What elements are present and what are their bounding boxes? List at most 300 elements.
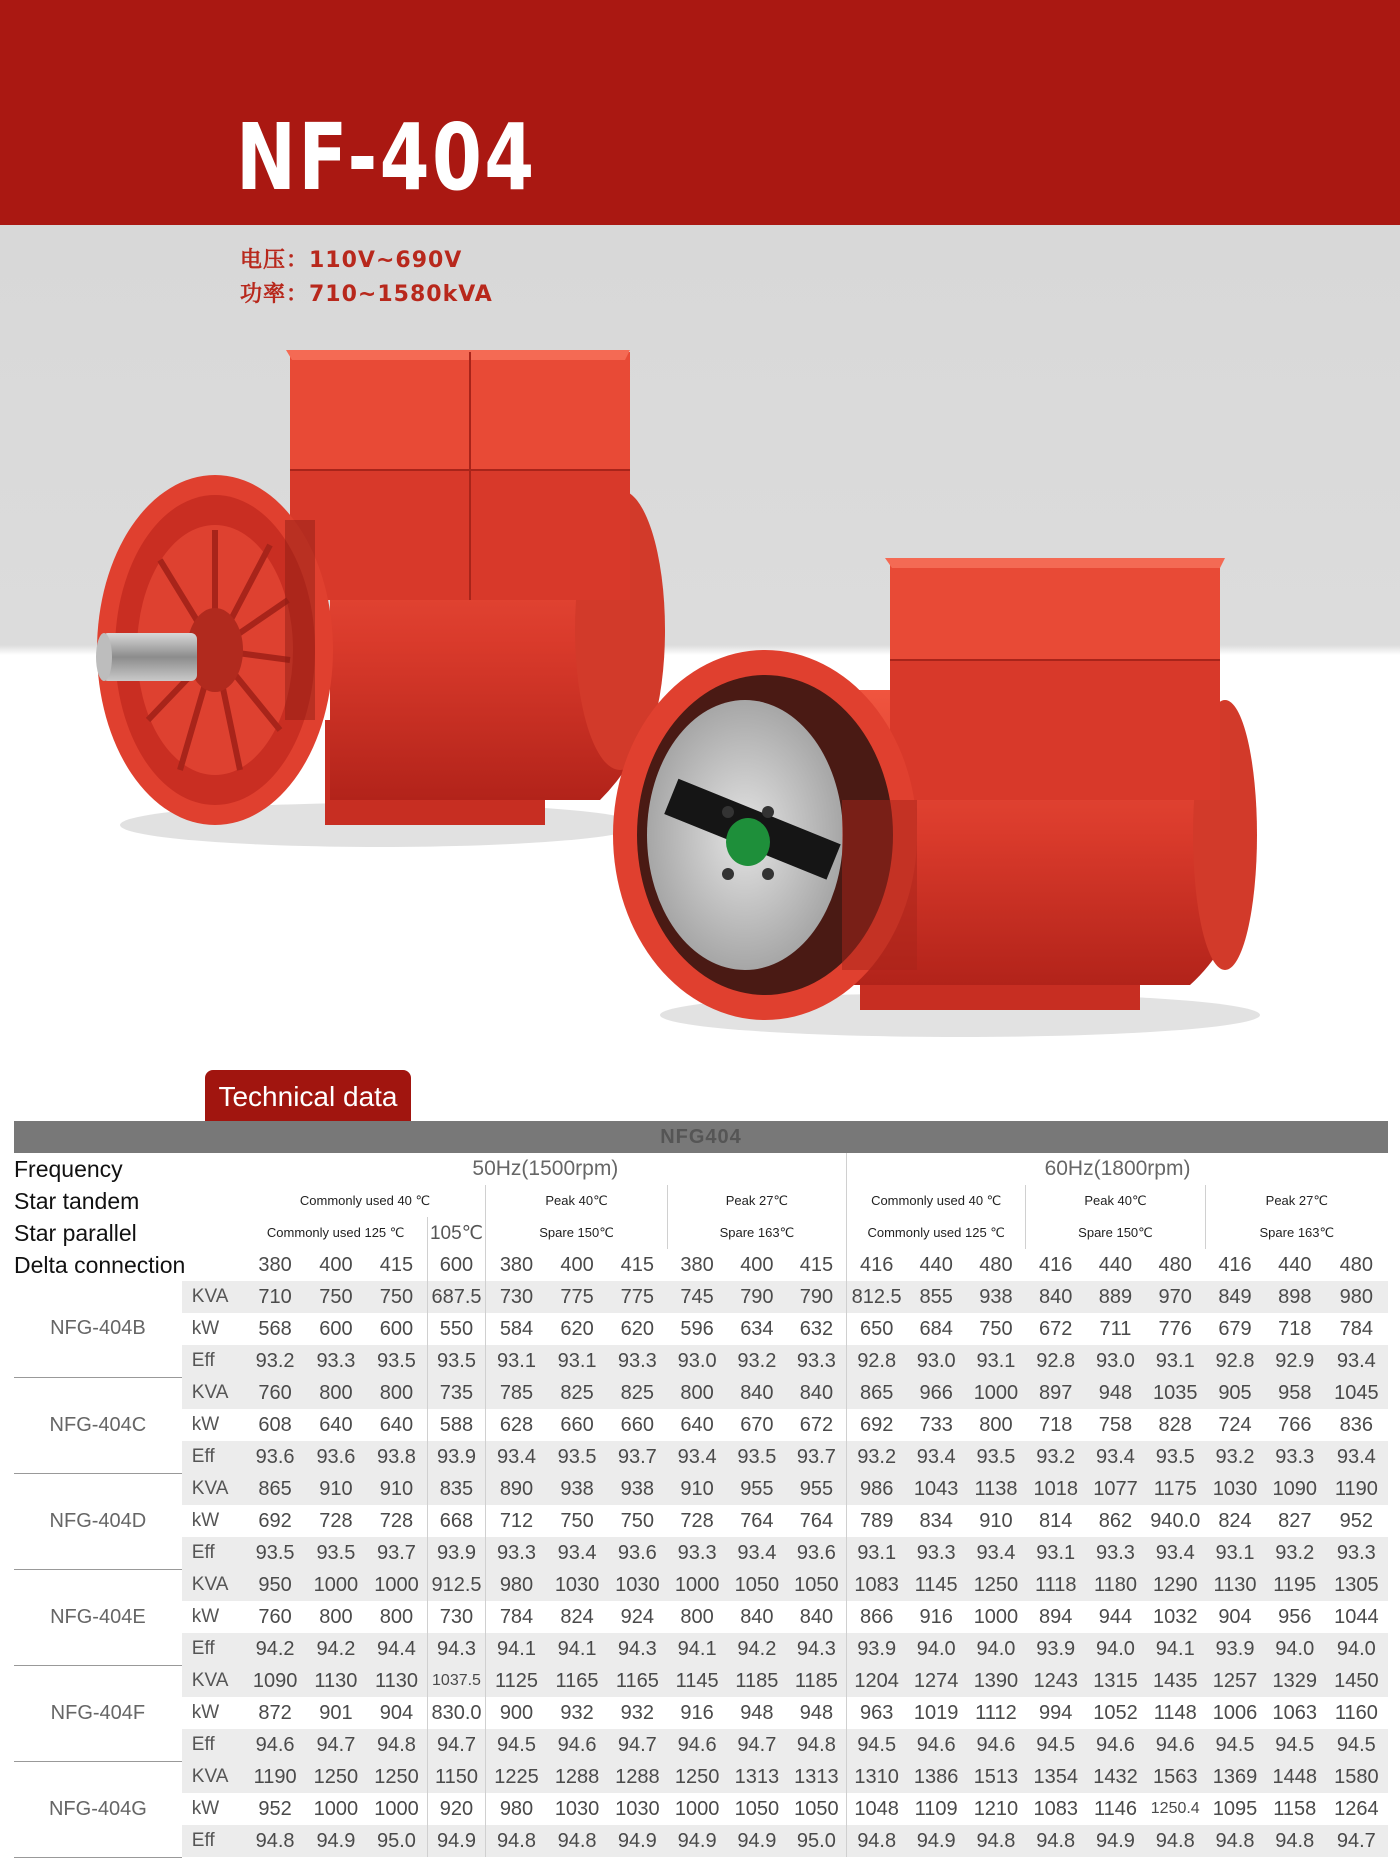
value-cell: 912.5 <box>427 1569 486 1601</box>
value-cell: 750 <box>560 1509 594 1532</box>
value-cell: 94.8 <box>366 1729 427 1761</box>
value-cell: 94.6 <box>1145 1729 1205 1761</box>
value-cell: 790 <box>787 1281 847 1313</box>
voltage-cell: 380 <box>680 1253 714 1276</box>
freq-60hz: 60Hz(1800rpm) <box>847 1153 1388 1185</box>
value-cell: 916 <box>680 1701 714 1724</box>
value-cell: 93.2 <box>847 1441 907 1473</box>
value-cell: 827 <box>1278 1509 1312 1532</box>
value-cell: 932 <box>620 1701 655 1724</box>
value-cell: 840 <box>1026 1281 1086 1313</box>
value-cell: 93.3 <box>787 1345 847 1377</box>
value-cell: 1050 <box>734 1797 780 1820</box>
parallel-label: 105℃ <box>427 1217 486 1249</box>
voltage-cell: 416 <box>1039 1253 1073 1276</box>
value-cell: 1112 <box>975 1701 1017 1724</box>
value-cell: 910 <box>306 1473 367 1505</box>
table-row <box>14 1601 1388 1633</box>
value-cell: 904 <box>379 1701 414 1724</box>
value-cell: 94.6 <box>1086 1729 1146 1761</box>
value-cell: 1313 <box>727 1761 787 1793</box>
value-cell: 640 <box>319 1413 353 1436</box>
value-cell: 800 <box>680 1605 714 1628</box>
value-cell: 1030 <box>615 1797 660 1820</box>
value-cell: 855 <box>906 1281 966 1313</box>
value-cell: 600 <box>379 1317 414 1340</box>
value-cell: 938 <box>966 1281 1026 1313</box>
table-row <box>14 1505 1388 1537</box>
value-cell: 1257 <box>1205 1665 1265 1697</box>
value-cell: 1032 <box>1152 1605 1198 1628</box>
param-label: Eff <box>182 1537 245 1569</box>
value-cell: 785 <box>486 1377 547 1409</box>
param-label: kW <box>191 1318 220 1339</box>
value-cell: 1250.4 <box>1150 1800 1200 1817</box>
value-cell: 980 <box>486 1793 547 1825</box>
value-cell: 93.4 <box>727 1537 787 1569</box>
value-cell: 672 <box>799 1413 834 1436</box>
value-cell: 865 <box>847 1377 907 1409</box>
value-cell: 1354 <box>1026 1761 1086 1793</box>
value-cell: 640 <box>379 1413 414 1436</box>
value-cell: 620 <box>560 1317 594 1340</box>
voltage-cell: 415 <box>799 1253 834 1276</box>
model-name: NFG-404B <box>14 1281 182 1377</box>
value-cell: 840 <box>740 1605 774 1628</box>
value-cell: 94.7 <box>427 1729 486 1761</box>
voltage-cell: 415 <box>620 1253 655 1276</box>
value-cell: 866 <box>847 1601 907 1633</box>
value-cell: 865 <box>245 1473 306 1505</box>
value-cell: 1250 <box>366 1761 427 1793</box>
value-cell: 93.4 <box>1325 1345 1388 1377</box>
value-cell: 963 <box>847 1697 907 1729</box>
table-row <box>14 1633 1388 1665</box>
value-cell: 724 <box>1218 1413 1252 1436</box>
value-cell: 93.3 <box>1086 1537 1146 1569</box>
model-name: NFG-404C <box>14 1377 182 1473</box>
value-cell: 94.1 <box>547 1633 608 1665</box>
value-cell: 1000 <box>966 1377 1026 1409</box>
value-cell: 1044 <box>1334 1605 1379 1628</box>
value-cell: 1109 <box>914 1797 958 1820</box>
value-cell: 94.2 <box>727 1633 787 1665</box>
value-cell: 679 <box>1218 1317 1252 1340</box>
value-cell: 93.7 <box>787 1441 847 1473</box>
voltage-cell: 400 <box>740 1253 774 1276</box>
voltage-cell: 416 <box>847 1249 907 1281</box>
value-cell: 94.7 <box>306 1729 367 1761</box>
value-cell: 970 <box>1145 1281 1205 1313</box>
value-cell: 1432 <box>1086 1761 1146 1793</box>
param-label: kW <box>191 1606 220 1627</box>
value-cell: 940.0 <box>1150 1509 1201 1532</box>
value-cell: 825 <box>547 1377 608 1409</box>
product-title: NF-404 <box>236 104 537 211</box>
tandem-label: Peak 27℃ <box>1205 1185 1388 1217</box>
value-cell: 1050 <box>787 1569 847 1601</box>
value-cell: 1125 <box>486 1665 547 1697</box>
freq-50hz: 50Hz(1500rpm) <box>472 1157 619 1180</box>
table-row <box>14 1409 1388 1441</box>
value-cell: 905 <box>1205 1377 1265 1409</box>
value-cell: 93.4 <box>966 1537 1026 1569</box>
value-cell: 1250 <box>966 1569 1026 1601</box>
value-cell: 766 <box>1278 1413 1312 1436</box>
value-cell: 1305 <box>1325 1569 1388 1601</box>
value-cell: 93.5 <box>366 1345 427 1377</box>
value-cell: 94.5 <box>1026 1729 1086 1761</box>
value-cell: 93.3 <box>1325 1537 1388 1569</box>
value-cell: 728 <box>379 1509 414 1532</box>
value-cell: 711 <box>1099 1317 1132 1340</box>
value-cell: 916 <box>919 1605 953 1628</box>
param-label: Eff <box>182 1825 245 1857</box>
value-cell: 93.3 <box>306 1345 367 1377</box>
value-cell: 1250 <box>306 1761 367 1793</box>
table-row <box>14 1473 1388 1505</box>
value-cell: 93.4 <box>547 1537 608 1569</box>
value-cell: 1048 <box>847 1793 907 1825</box>
value-cell: 94.1 <box>667 1633 727 1665</box>
param-label: KVA <box>182 1473 245 1505</box>
value-cell: 750 <box>620 1509 655 1532</box>
value-cell: 1019 <box>913 1701 959 1724</box>
value-cell: 1090 <box>1265 1473 1325 1505</box>
value-cell: 93.0 <box>906 1345 966 1377</box>
value-cell: 800 <box>306 1377 367 1409</box>
value-cell: 94.5 <box>1265 1729 1325 1761</box>
value-cell: 600 <box>319 1317 353 1340</box>
value-cell: 1158 <box>1273 1797 1317 1820</box>
value-cell: 1050 <box>794 1797 839 1820</box>
value-cell: 94.1 <box>1145 1633 1205 1665</box>
value-cell: 1052 <box>1093 1701 1138 1724</box>
value-cell: 1050 <box>727 1569 787 1601</box>
row-label-delta-connection: Delta connection <box>14 1251 186 1278</box>
value-cell: 800 <box>319 1605 353 1628</box>
value-cell: 94.9 <box>906 1825 966 1857</box>
value-cell: 95.0 <box>366 1825 427 1857</box>
value-cell: 93.1 <box>847 1537 907 1569</box>
value-cell: 94.3 <box>607 1633 667 1665</box>
value-cell: 1000 <box>973 1605 1019 1628</box>
value-cell: 840 <box>727 1377 787 1409</box>
value-cell: 93.1 <box>1145 1345 1205 1377</box>
value-cell: 584 <box>486 1313 547 1345</box>
generator-right <box>613 558 1260 1037</box>
value-cell: 93.0 <box>1086 1345 1146 1377</box>
value-cell: 1000 <box>313 1797 359 1820</box>
value-cell: 93.5 <box>306 1537 367 1569</box>
voltage-cell: 600 <box>427 1249 486 1281</box>
voltage-cell: 380 <box>486 1249 547 1281</box>
value-cell: 1580 <box>1325 1761 1388 1793</box>
value-cell: 94.8 <box>787 1729 847 1761</box>
value-cell: 94.8 <box>1265 1825 1325 1857</box>
technical-data-table <box>14 1121 1388 1858</box>
value-cell: 764 <box>740 1509 774 1532</box>
value-cell: 950 <box>245 1569 306 1601</box>
table-title: NFG404 <box>14 1121 1388 1153</box>
value-cell: 92.9 <box>1265 1345 1325 1377</box>
value-cell: 94.7 <box>607 1729 667 1761</box>
value-cell: 93.4 <box>667 1441 727 1473</box>
value-cell: 840 <box>787 1377 847 1409</box>
value-cell: 834 <box>919 1509 953 1532</box>
value-cell: 775 <box>607 1281 667 1313</box>
param-label: Eff <box>182 1633 245 1665</box>
param-label: KVA <box>182 1665 245 1697</box>
value-cell: 94.0 <box>1265 1633 1325 1665</box>
value-cell: 1250 <box>667 1761 727 1793</box>
value-cell: 1037.5 <box>427 1665 486 1697</box>
value-cell: 1390 <box>966 1665 1026 1697</box>
value-cell: 910 <box>667 1473 727 1505</box>
voltage-cell: 440 <box>1278 1253 1312 1276</box>
value-cell: 93.5 <box>547 1441 608 1473</box>
value-cell: 901 <box>319 1701 353 1724</box>
value-cell: 94.5 <box>1205 1729 1265 1761</box>
param-label: KVA <box>182 1281 245 1313</box>
param-label: kW <box>191 1798 220 1819</box>
value-cell: 814 <box>1039 1509 1073 1532</box>
value-cell: 94.7 <box>1325 1825 1388 1857</box>
value-cell: 94.9 <box>1086 1825 1146 1857</box>
voltage-cell: 400 <box>560 1253 594 1276</box>
value-cell: 93.2 <box>1205 1441 1265 1473</box>
value-cell: 93.4 <box>906 1441 966 1473</box>
row-label-star-parallel: Star parallel <box>14 1219 137 1246</box>
value-cell: 730 <box>427 1601 486 1633</box>
value-cell: 620 <box>620 1317 655 1340</box>
value-cell: 94.6 <box>906 1729 966 1761</box>
value-cell: 94.6 <box>547 1729 608 1761</box>
table-row <box>14 1569 1388 1601</box>
value-cell: 1180 <box>1086 1569 1146 1601</box>
value-cell: 924 <box>620 1605 655 1628</box>
value-cell: 93.6 <box>306 1441 367 1473</box>
value-cell: 94.8 <box>847 1825 907 1857</box>
value-cell: 93.0 <box>667 1345 727 1377</box>
value-cell: 1130 <box>306 1665 367 1697</box>
voltage-cell: 480 <box>1158 1253 1192 1276</box>
param-label: kW <box>191 1702 220 1723</box>
value-cell: 93.9 <box>847 1633 907 1665</box>
value-cell: 1243 <box>1026 1665 1086 1697</box>
value-cell: 1146 <box>1093 1797 1137 1820</box>
param-label: kW <box>191 1510 220 1531</box>
value-cell: 1313 <box>787 1761 847 1793</box>
value-cell: 1513 <box>966 1761 1026 1793</box>
value-cell: 93.9 <box>427 1537 486 1569</box>
table-row <box>14 1377 1388 1409</box>
value-cell: 93.3 <box>607 1345 667 1377</box>
value-cell: 920 <box>427 1793 486 1825</box>
value-cell: 94.9 <box>607 1825 667 1857</box>
value-cell: 92.8 <box>847 1345 907 1377</box>
value-cell: 980 <box>1325 1281 1388 1313</box>
value-cell: 1190 <box>245 1761 306 1793</box>
value-cell: 1130 <box>366 1665 427 1697</box>
value-cell: 93.2 <box>727 1345 787 1377</box>
value-cell: 1035 <box>1145 1377 1205 1409</box>
value-cell: 789 <box>847 1505 907 1537</box>
value-cell: 1000 <box>374 1797 419 1820</box>
value-cell: 825 <box>607 1377 667 1409</box>
value-cell: 93.6 <box>787 1537 847 1569</box>
param-label: KVA <box>182 1569 245 1601</box>
value-cell: 92.8 <box>1026 1345 1086 1377</box>
parallel-label: Commonly used 125 ℃ <box>847 1217 1026 1249</box>
value-cell: 93.1 <box>547 1345 608 1377</box>
value-cell: 93.7 <box>607 1441 667 1473</box>
value-cell: 692 <box>258 1509 292 1532</box>
value-cell: 634 <box>740 1317 774 1340</box>
row-label-star-tandem: Star tandem <box>14 1187 140 1214</box>
value-cell: 692 <box>847 1409 907 1441</box>
value-cell: 1165 <box>607 1665 667 1697</box>
value-cell: 800 <box>366 1377 427 1409</box>
value-cell: 986 <box>847 1473 907 1505</box>
value-cell: 94.9 <box>306 1825 367 1857</box>
value-cell: 840 <box>799 1605 834 1628</box>
value-cell: 750 <box>366 1281 427 1313</box>
model-name: NFG-404E <box>14 1569 182 1665</box>
value-cell: 952 <box>258 1797 292 1820</box>
value-cell: 1274 <box>906 1665 966 1697</box>
value-cell: 94.8 <box>1026 1825 1086 1857</box>
value-cell: 93.4 <box>1145 1537 1205 1569</box>
parallel-label: Commonly used 125 ℃ <box>266 1225 405 1240</box>
value-cell: 93.3 <box>906 1537 966 1569</box>
value-cell: 660 <box>560 1413 594 1436</box>
value-cell: 790 <box>727 1281 787 1313</box>
value-cell: 1190 <box>1325 1473 1388 1505</box>
value-cell: 93.4 <box>1086 1441 1146 1473</box>
value-cell: 728 <box>319 1509 353 1532</box>
value-cell: 92.8 <box>1205 1345 1265 1377</box>
value-cell: 955 <box>727 1473 787 1505</box>
value-cell: 1195 <box>1265 1569 1325 1601</box>
voltage-cell: 440 <box>919 1253 953 1276</box>
value-cell: 93.6 <box>245 1441 306 1473</box>
value-cell: 862 <box>1098 1509 1133 1532</box>
parallel-label: Spare 150℃ <box>1026 1217 1205 1249</box>
value-cell: 1063 <box>1272 1701 1318 1724</box>
value-cell: 1288 <box>547 1761 608 1793</box>
value-cell: 94.6 <box>667 1729 727 1761</box>
value-cell: 910 <box>979 1509 1013 1532</box>
value-cell: 568 <box>258 1317 292 1340</box>
value-cell: 94.8 <box>1205 1825 1265 1857</box>
value-cell: 94.9 <box>427 1825 486 1857</box>
value-cell: 94.3 <box>427 1633 486 1665</box>
value-cell: 718 <box>1039 1413 1073 1436</box>
value-cell: 910 <box>366 1473 427 1505</box>
value-cell: 93.1 <box>1026 1537 1086 1569</box>
value-cell: 1018 <box>1026 1473 1086 1505</box>
value-cell: 1310 <box>847 1761 907 1793</box>
table-row <box>14 1825 1388 1857</box>
voltage-cell: 400 <box>319 1253 353 1276</box>
value-cell: 94.8 <box>966 1825 1026 1857</box>
table-row <box>14 1729 1388 1761</box>
value-cell: 948 <box>1086 1377 1146 1409</box>
value-cell: 95.0 <box>787 1825 847 1857</box>
model-name: NFG-404G <box>14 1761 182 1857</box>
voltage-cell: 380 <box>258 1253 292 1276</box>
value-cell: 684 <box>919 1317 953 1340</box>
value-cell: 824 <box>1218 1509 1252 1532</box>
value-cell: 94.4 <box>366 1633 427 1665</box>
parallel-label: Spare 163℃ <box>1205 1217 1388 1249</box>
model-name: NFG-404D <box>14 1473 182 1569</box>
param-label: KVA <box>182 1761 245 1793</box>
param-label: Eff <box>182 1441 245 1473</box>
value-cell: 93.3 <box>1265 1441 1325 1473</box>
generator-left <box>96 350 665 847</box>
value-cell: 93.6 <box>607 1537 667 1569</box>
value-cell: 94.8 <box>486 1825 547 1857</box>
value-cell: 94.5 <box>847 1729 907 1761</box>
value-cell: 812.5 <box>847 1281 907 1313</box>
value-cell: 824 <box>560 1605 594 1628</box>
parallel-label: Spare 163℃ <box>667 1217 846 1249</box>
value-cell: 784 <box>1339 1317 1374 1340</box>
value-cell: 93.7 <box>366 1537 427 1569</box>
value-cell: 1386 <box>906 1761 966 1793</box>
value-cell: 94.6 <box>245 1729 306 1761</box>
value-cell: 745 <box>667 1281 727 1313</box>
value-cell: 94.2 <box>245 1633 306 1665</box>
value-cell: 1264 <box>1334 1797 1379 1820</box>
voltage-cell: 480 <box>1339 1253 1374 1276</box>
value-cell: 1083 <box>847 1569 907 1601</box>
value-cell: 750 <box>979 1317 1013 1340</box>
value-cell: 1000 <box>667 1569 727 1601</box>
table-row <box>14 1313 1388 1345</box>
value-cell: 1095 <box>1212 1797 1258 1820</box>
value-cell: 94.6 <box>966 1729 1026 1761</box>
value-cell: 1045 <box>1325 1377 1388 1409</box>
value-cell: 632 <box>799 1317 834 1340</box>
param-label: Eff <box>182 1345 245 1377</box>
table-row <box>14 1793 1388 1825</box>
value-cell: 94.8 <box>1145 1825 1205 1857</box>
value-cell: 835 <box>427 1473 486 1505</box>
value-cell: 93.2 <box>1265 1537 1325 1569</box>
value-cell: 1030 <box>554 1797 600 1820</box>
value-cell: 1043 <box>906 1473 966 1505</box>
value-cell: 1000 <box>674 1797 720 1820</box>
table-row <box>14 1697 1388 1729</box>
value-cell: 994 <box>1039 1701 1073 1724</box>
value-cell: 1450 <box>1325 1665 1388 1697</box>
value-cell: 894 <box>1039 1605 1073 1628</box>
value-cell: 800 <box>667 1377 727 1409</box>
value-cell: 1329 <box>1265 1665 1325 1697</box>
value-cell: 1150 <box>427 1761 486 1793</box>
value-cell: 1006 <box>1212 1701 1258 1724</box>
value-cell: 94.5 <box>486 1729 547 1761</box>
tab-technical-data[interactable]: Technical data <box>205 1070 411 1124</box>
value-cell: 948 <box>799 1701 834 1724</box>
value-cell: 94.0 <box>1325 1633 1388 1665</box>
value-cell: 94.7 <box>727 1729 787 1761</box>
tandem-label: Peak 40℃ <box>486 1185 667 1217</box>
value-cell: 966 <box>906 1377 966 1409</box>
